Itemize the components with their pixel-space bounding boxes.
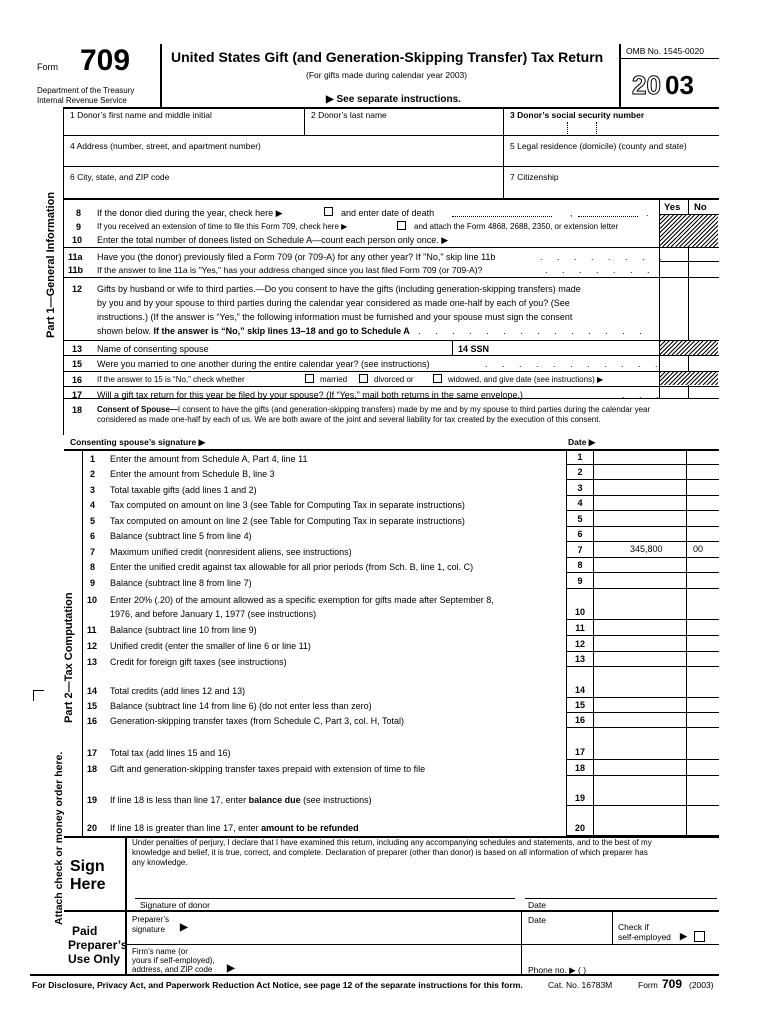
- line-9-text: If you received an extension of time to file this Form 709, check here ▶: [97, 222, 348, 231]
- footer-form-year: (2003): [689, 980, 714, 990]
- part2-line-text: Enter the amount from Schedule A, Part 4, line 11: [110, 454, 308, 464]
- part2-box-number: 14: [574, 685, 585, 695]
- part2-box-number: 18: [574, 763, 585, 773]
- part2-line-number: 4: [90, 500, 96, 510]
- footer-notice: For Disclosure, Privacy Act, and Paperwork Reduction Act Notice, see page 12 of the separate instructions for this form.: [32, 980, 523, 990]
- form-number: 709: [80, 44, 131, 77]
- preparer-sig-label-2: signature: [132, 925, 165, 934]
- field-3-label: 3 Donor’s social security number: [510, 110, 645, 120]
- no-header: No: [694, 202, 707, 213]
- spouse-date-label: Date ▶: [568, 437, 596, 447]
- field-2-label: 2 Donor’s last name: [311, 110, 387, 120]
- part2-line-text: Balance (subtract line 8 from line 7): [110, 578, 252, 588]
- part1-label: Part 1—General Information: [45, 191, 57, 338]
- spouse-signature-field[interactable]: [225, 437, 555, 448]
- part2-line-text: If line 18 is greater than line 17, enter amount to be refunded: [110, 823, 359, 833]
- part2-line-number: 16: [87, 716, 98, 726]
- line-11b-number: 11b: [68, 265, 84, 275]
- part2-line-text: Enter the unified credit against tax allowable for all prior periods (from Sch. B, line 1, col. C): [110, 562, 474, 572]
- catalog-number: Cat. No. 16783M: [548, 980, 613, 990]
- perjury-1: Under penalties of perjury, I declare that I have examined this return, including any accompanying schedules and statements, and to the best of my: [132, 838, 652, 847]
- preparer-date-label: Date: [528, 915, 546, 925]
- part2-box-number: 9: [577, 576, 583, 586]
- line-11a-yes[interactable]: [660, 254, 689, 260]
- sign-here-1: Sign: [70, 858, 105, 875]
- spouse-date-field[interactable]: [605, 437, 715, 448]
- part2-amount-field[interactable]: [594, 451, 718, 464]
- widowed-label: widowed, and give date (see instructions) ▶: [448, 375, 604, 384]
- married-label: married: [320, 375, 348, 384]
- part2-line-number: 11: [87, 625, 97, 635]
- part2-amount-field[interactable]: [594, 497, 718, 510]
- hatch-16: [660, 372, 718, 385]
- part2-box-number: 8: [577, 560, 583, 570]
- part2-amount-field[interactable]: [594, 822, 718, 835]
- line-9-number: 9: [76, 222, 82, 232]
- part2-line-number: 6: [90, 531, 96, 541]
- preparer-date-field[interactable]: [523, 925, 611, 943]
- paid-label-2: Preparer’s: [68, 938, 128, 952]
- dept-line2: Internal Revenue Service: [37, 96, 127, 105]
- firm-name-field[interactable]: [240, 946, 518, 972]
- part2-box-number: 5: [577, 514, 583, 524]
- part2-line-text: Total tax (add lines 15 and 16): [110, 748, 231, 758]
- firm-label-1: Firm’s name (or: [132, 947, 188, 956]
- spouse-signature-label: Consenting spouse’s signature ▶: [70, 437, 206, 447]
- part2-line-text: Total credits (add lines 12 and 13): [110, 686, 246, 696]
- part2-box-number: 20: [574, 823, 585, 833]
- part2-amount-field[interactable]: [594, 638, 718, 651]
- field-7-label: 7 Citizenship: [510, 172, 559, 182]
- divorced-label: divorced or: [374, 375, 414, 384]
- part2-line-text: Maximum unified credit (nonresident aliens, see instructions): [110, 547, 352, 557]
- citizenship-field[interactable]: [505, 182, 717, 196]
- donor-date-field[interactable]: [525, 878, 717, 898]
- part2-box-number: 4: [577, 498, 583, 508]
- part2-box-number: 12: [574, 639, 585, 649]
- line-15-text: Were you married to one another during the entire calendar year? (see instructions): [97, 359, 430, 369]
- part2-box-number: 10: [574, 607, 585, 617]
- part2-line-number: 1: [90, 454, 96, 464]
- part2-line-text: Tax computed on amount on line 3 (see Table for Computing Tax in separate instructions): [110, 500, 465, 510]
- part2-amount-field[interactable]: [594, 575, 718, 588]
- part2-amount-field[interactable]: [594, 699, 718, 712]
- line-7-cents: 00: [693, 544, 704, 554]
- footer-form-word: Form: [638, 980, 658, 990]
- self-employed-label-2: self-employed: [618, 932, 671, 942]
- part2-line-text: Gift and generation-skipping transfer taxes prepaid with extension of time to file: [110, 764, 426, 774]
- line-10-number: 10: [72, 235, 83, 245]
- line-18-text-2: considered as made one-half by each of us. We are both aware of the joint and several liability for tax created by the execution of this consent.: [97, 415, 601, 424]
- line-8-date-label: and enter date of death: [341, 208, 435, 218]
- line-11a-no[interactable]: [689, 254, 718, 260]
- perjury-3: any knowledge.: [132, 858, 188, 867]
- yes-header: Yes: [664, 202, 681, 213]
- paid-label-3: Use Only: [68, 952, 121, 966]
- part2-line-text: Balance (subtract line 10 from line 9): [110, 625, 257, 635]
- part2-line-text: Enter 20% (.20) of the amount allowed as a specific exemption for gifts made after September 8,: [110, 595, 494, 605]
- line-17-text: Will a gift tax return for this year be filed by your spouse? (If “Yes,” mail both returns in the same envelope.): [97, 390, 523, 400]
- hatch-8-10: [660, 215, 718, 247]
- donor-date-label: Date: [528, 900, 546, 910]
- part2-line-text: Balance (subtract line 5 from line 4): [110, 531, 252, 541]
- part2-line-number: 5: [90, 516, 96, 526]
- donor-signature-label: Signature of donor: [140, 900, 210, 910]
- part2-amount-field[interactable]: [594, 606, 718, 619]
- part2-amount-field[interactable]: [594, 714, 718, 727]
- omb-number: OMB No. 1545-0020: [626, 46, 704, 56]
- self-employed-checkbox[interactable]: [694, 931, 705, 942]
- line-9-checkbox[interactable]: [397, 221, 406, 230]
- divorced-checkbox[interactable]: [359, 374, 368, 383]
- part2-line-number: 12: [87, 641, 98, 651]
- line-18-number: 18: [72, 405, 83, 415]
- married-checkbox[interactable]: [305, 374, 314, 383]
- firm-label-2: yours if self-employed),: [132, 956, 215, 965]
- hatch-13: [660, 341, 718, 355]
- perjury-2: knowledge and belief, it is true, correct, and complete. Declaration of preparer (other than donor) is based on all information of which preparer has: [132, 848, 648, 857]
- part2-amount-field[interactable]: [594, 684, 718, 697]
- part2-line-text: Credit for foreign gift taxes (see instructions): [110, 657, 287, 667]
- part2-amount-field[interactable]: [594, 746, 718, 759]
- part2-line-number: 3: [90, 485, 96, 495]
- line-14-text: 14 SSN: [458, 344, 490, 354]
- part2-line-number: 2: [90, 469, 96, 479]
- tax-year-outline: 20: [632, 70, 661, 100]
- line-16-number: 16: [72, 375, 83, 385]
- line-8-checkbox[interactable]: [324, 207, 333, 216]
- paid-label-1: Paid: [72, 924, 98, 938]
- line-10-text: Enter the total number of donees listed on Schedule A—count each person only once. ▶: [97, 235, 449, 245]
- line-12-number: 12: [72, 284, 83, 294]
- part2-line-text: Total taxable gifts (add lines 1 and 2): [110, 485, 257, 495]
- part2-amount-field[interactable]: [594, 482, 718, 495]
- line-8-number: 8: [76, 208, 82, 218]
- part2-box-number: 1: [577, 452, 583, 462]
- firm-label-3: address, and ZIP code: [132, 965, 213, 974]
- line-11b-text: If the answer to line 11a is "Yes," has your address changed since you last filed Form 709 (or 709-A)?: [97, 265, 483, 275]
- part2-amount-field[interactable]: [594, 653, 718, 666]
- part2-amount-field[interactable]: [594, 513, 718, 526]
- part2-line-text: Tax computed on amount on line 2 (see Table for Computing Tax in separate instructions): [110, 516, 465, 526]
- legal-residence-field[interactable]: [505, 152, 717, 166]
- tax-year-bold: 03: [665, 70, 694, 100]
- line-13-number: 13: [72, 344, 83, 354]
- field-5-label: 5 Legal residence (domicile) (county and state): [510, 141, 687, 151]
- spouse-ssn-field[interactable]: [500, 341, 658, 354]
- part2-box-number: 13: [574, 654, 585, 664]
- line-11a-number: 11a: [68, 252, 83, 262]
- part2-box-number: 15: [574, 700, 585, 710]
- form-subtitle: (For gifts made during calendar year 2003): [306, 70, 468, 80]
- line-16-text: If the answer to 15 is “No,” check whether: [97, 375, 245, 384]
- address-field[interactable]: [66, 152, 500, 166]
- preparer-sig-label-1: Preparer’s: [132, 915, 170, 924]
- part2-amount-field[interactable]: [594, 528, 718, 541]
- part2-box-number: 6: [577, 529, 583, 539]
- dept-line1: Department of the Treasury: [37, 86, 135, 95]
- part2-line-text: If line 18 is less than line 17, enter balance due (see instructions): [110, 795, 372, 805]
- line-12-text-4: shown below. If the answer is “No,” skip lines 13–18 and go to Schedule A . . . . . . . . . . . . . .: [97, 326, 648, 336]
- see-instructions: ▶ See separate instructions.: [326, 94, 461, 105]
- line-15-number: 15: [72, 359, 83, 369]
- part2-line-number: 13: [87, 657, 98, 667]
- line-18-text-1: Consent of Spouse—I consent to have the gifts (and generation-skipping transfers) made by me and by my spouse to third parties during the calendar year: [97, 405, 651, 414]
- part2-amount-field[interactable]: [594, 762, 718, 775]
- part2-line-number: 8: [90, 562, 96, 572]
- self-employed-label-1: Check if: [618, 922, 649, 932]
- part2-line-number: 17: [87, 748, 98, 758]
- line-17-number: 17: [72, 390, 83, 400]
- part2-amount-field[interactable]: [594, 466, 718, 479]
- part2-box-number: 3: [577, 483, 583, 493]
- part2-line-number: 20: [87, 823, 98, 833]
- field-4-label: 4 Address (number, street, and apartment number): [70, 141, 261, 151]
- part2-line-number: 9: [90, 578, 96, 588]
- form-word: Form: [37, 62, 58, 72]
- part2-box-number: 16: [574, 715, 585, 725]
- attach-check-label: Attach check or money order here.: [53, 751, 65, 925]
- line-13-text: Name of consenting spouse: [97, 344, 209, 354]
- part2-box-number: 17: [574, 747, 585, 757]
- line-11a-text: Have you (the donor) previously filed a Form 709 (or 709-A) for any other year? If "No," skip line 11b: [97, 252, 496, 262]
- line-12-text-1: Gifts by husband or wife to third parties.—Do you consent to have the gifts (including generation-skipping transfers) made: [97, 284, 581, 294]
- part2-box-number: 19: [574, 793, 585, 803]
- part2-line-number: 19: [87, 795, 98, 805]
- donor-signature-field[interactable]: [135, 878, 515, 898]
- phone-label: Phone no. ▶ ( ): [528, 965, 587, 975]
- line-9-text-b: and attach the Form 4868, 2688, 2350, or extension letter: [414, 222, 619, 231]
- part2-amount-field[interactable]: [594, 792, 718, 805]
- line-8-text: If the donor died during the year, check here ▶: [97, 208, 283, 218]
- part2-line-number: 7: [90, 547, 96, 557]
- part2-line-text: Balance (subtract line 14 from line 6) (do not enter less than zero): [110, 701, 372, 711]
- sign-here-2: Here: [70, 876, 106, 893]
- preparer-signature-field[interactable]: [195, 913, 518, 943]
- part2-line-text: Generation-skipping transfer taxes (from Schedule C, Part 3, col. H, Total): [110, 716, 404, 726]
- part2-box-number: 11: [575, 623, 585, 633]
- field-1-label: 1 Donor’s first name and middle initial: [70, 110, 212, 120]
- part2-line-number: 14: [87, 686, 98, 696]
- part2-line-text: 1976, and before January 1, 1977 (see instructions): [110, 609, 317, 619]
- part2-line-number: 15: [87, 701, 98, 711]
- part2-box-number: 2: [577, 467, 583, 477]
- part2-box-number: 7: [577, 545, 583, 555]
- line-7-amount: 345,800: [630, 544, 663, 554]
- field-6-label: 6 City, state, and ZIP code: [70, 172, 170, 182]
- line-12-text-3: instructions.) (If the answer is “Yes,” the following information must be furnished and your spouse must sign the consent: [97, 312, 573, 322]
- part2-line-number: 10: [87, 595, 98, 605]
- spouse-name-field[interactable]: [230, 341, 450, 354]
- part2-line-number: 18: [87, 764, 98, 774]
- part2-amount-field[interactable]: [594, 559, 718, 572]
- part2-label: Part 2—Tax Computation: [63, 592, 75, 723]
- form-title: United States Gift (and Generation-Skipping Transfer) Tax Return: [171, 49, 604, 65]
- widowed-checkbox[interactable]: [433, 374, 442, 383]
- city-state-zip-field[interactable]: [66, 182, 500, 196]
- phone-field[interactable]: [595, 963, 715, 973]
- part2-amount-field[interactable]: [594, 622, 718, 635]
- part2-line-text: Unified credit (enter the smaller of line 6 or line 11): [110, 641, 311, 651]
- part2-line-text: Enter the amount from Schedule B, line 3: [110, 469, 275, 479]
- footer-form-number: 709: [662, 977, 683, 991]
- line-12-text-2: by you and by your spouse to third parties during the calendar year considered as made one-half by each of you? (See: [97, 298, 570, 308]
